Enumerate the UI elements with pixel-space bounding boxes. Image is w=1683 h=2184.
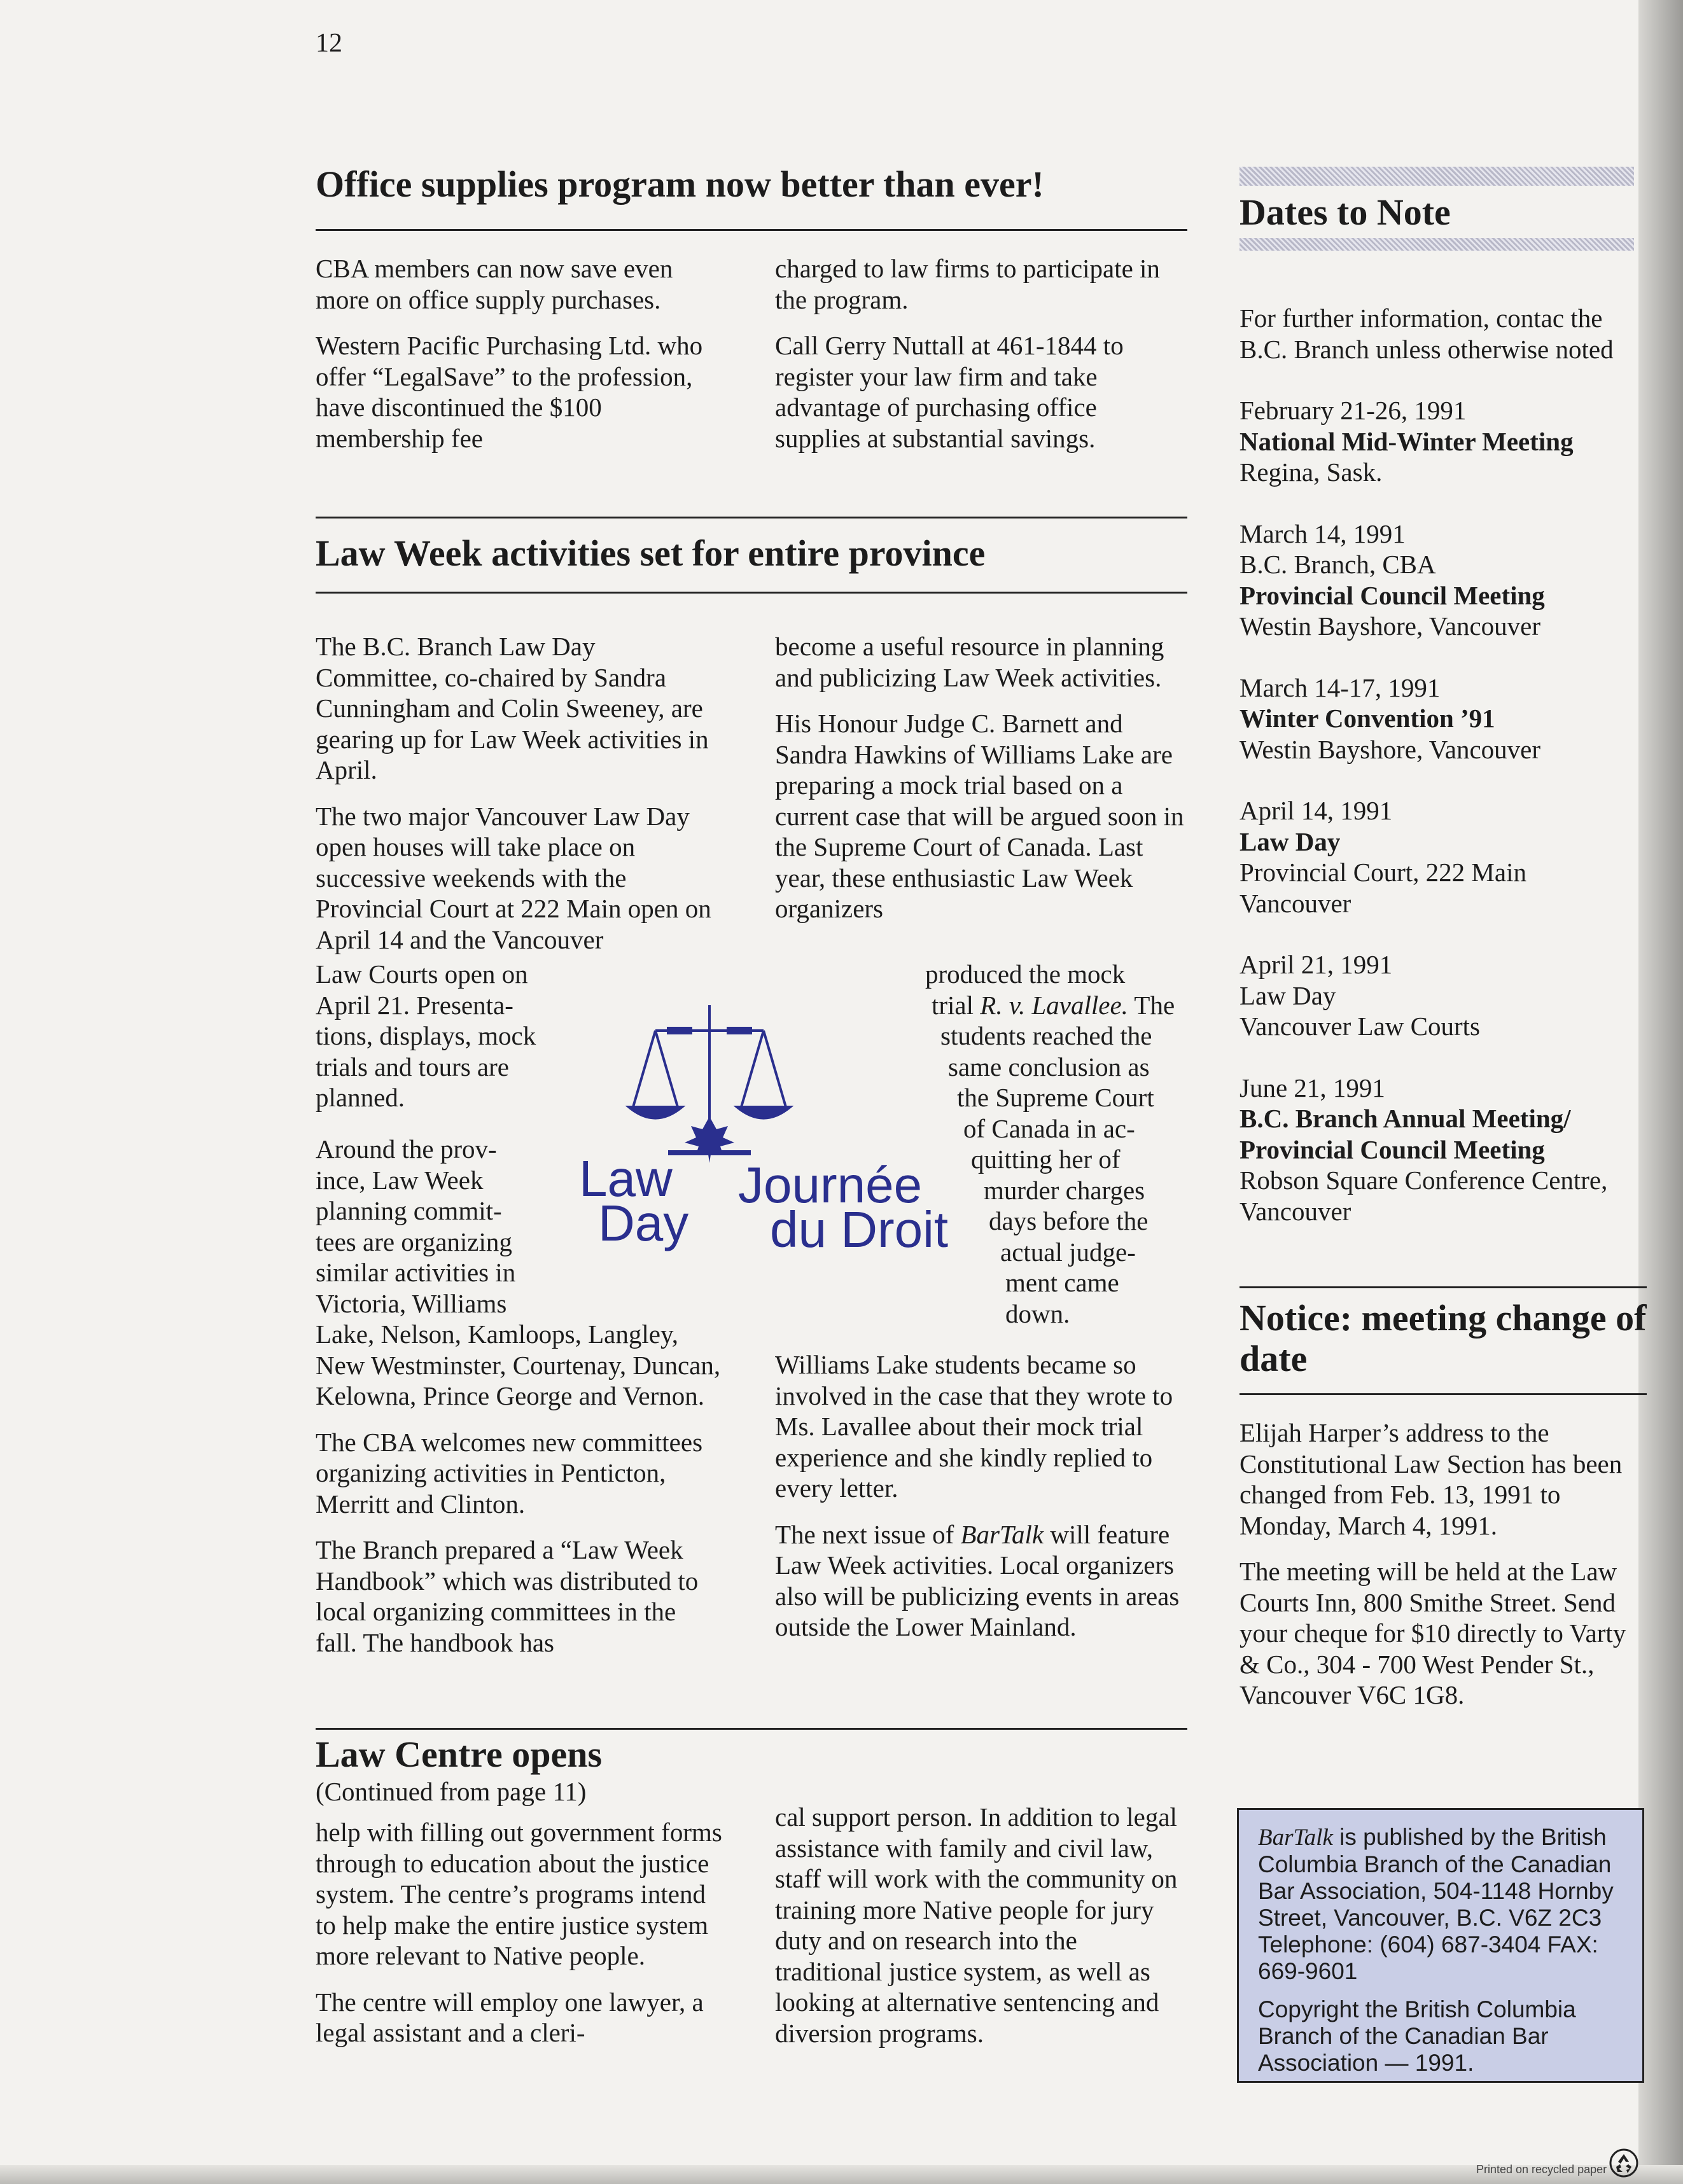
lawweek-rule (316, 592, 1187, 594)
event-date: June 21, 1991 (1240, 1073, 1385, 1102)
wrap-line: produced the mock (925, 959, 1126, 989)
publication-name: BarTalk (1258, 1825, 1333, 1851)
lawcentre-para: The centre will employ one lawyer, a legal assistant and a cleri- (316, 1987, 704, 2047)
lawcentre-headline: Law Centre opens (316, 1734, 603, 1775)
wrap-line: trials and tours are (316, 1052, 509, 1082)
recycle-icon (1609, 2148, 1639, 2178)
notice-rule-top (1240, 1286, 1647, 1288)
lawweek-col2-bottom (775, 1349, 1189, 1658)
office-para: CBA members can now save even more on office supply purchases. (316, 254, 673, 314)
office-para: Call Gerry Nuttall at 461-1844 to register your law firm and take advantage of purchasing office supplies at substantial savings. (775, 331, 1124, 453)
wrap-line: the Supreme Court (957, 1083, 1154, 1112)
notice-rule (1240, 1393, 1647, 1395)
publication-info-box (1237, 1808, 1644, 2083)
lawweek-para (775, 1519, 1189, 1643)
event-location: Robson Square Conference Centre, Vancouver (1240, 1165, 1608, 1226)
event-date: March 14, 1991 (1240, 518, 1406, 548)
event-organizer: Law Day (1240, 980, 1336, 1010)
wrap-line: murder charges (984, 1176, 1145, 1205)
logo-text-journee: Journée (738, 1157, 923, 1213)
notice-body (1240, 1417, 1647, 1741)
wrap-line: down. (1005, 1299, 1070, 1328)
dates-title: Dates to Note (1240, 191, 1451, 233)
lawcentre-col1 (316, 1817, 729, 2064)
office-para: Western Pacific Purchasing Ltd. who offer “LegalSave” to the profession, have discontinued the $100 membership fee (316, 331, 703, 453)
office-col1 (316, 253, 723, 469)
wrap-line: students reached the (940, 1021, 1152, 1050)
wrap-line: April 21. Presenta- (316, 991, 513, 1020)
office-rule (316, 229, 1187, 231)
lawweek-rule-top (316, 517, 1187, 518)
wrap-line: planned. (316, 1083, 405, 1112)
event-title: B.C. Branch Annual Meeting/ Provincial Council Meeting (1240, 1104, 1571, 1164)
event-location: Vancouver Law Courts (1240, 1012, 1481, 1041)
wrap-line: ince, Law Week (316, 1165, 484, 1195)
date-entry (1240, 1073, 1647, 1227)
lawweek-col2-top (775, 631, 1189, 924)
case-name: R. v. Lavallee. (980, 991, 1128, 1020)
lawweek-para: The Branch prepared a “Law Week Handbook” which was distributed to local organizing committees in the fall. The handbook has (316, 1535, 699, 1657)
notice-para: The meeting will be held at the Law Courts Inn, 800 Smithe Street. Send your cheque for $10 directly to Varty & Co., 304 - 700 West Pender St., Vancouver V6C 1G8. (1240, 1557, 1626, 1709)
wrap-line: ment came (1005, 1268, 1119, 1297)
event-date: April 21, 1991 (1240, 950, 1393, 979)
wrap-line: Around the prov- (316, 1134, 497, 1164)
lawcentre-para: cal support person. In addition to legal assistance with family and civil law, staff will work with the community on training more Native people for jury duty and on research into the traditional justice system, as well as looking at alternative sentencing and diversion programs. (775, 1802, 1178, 2048)
law-day-logo (573, 999, 980, 1253)
event-title: Provincial Council Meeting (1240, 580, 1545, 610)
lawweek-para: His Honour Judge C. Barnett and Sandra Hawkins of Williams Lake are preparing a mock trial based on a current case that will be argued soon in the Supreme Court of Canada. Last year, these enthusiastic Law Week organizers (775, 709, 1184, 923)
page-bottom-shadow (0, 2165, 1683, 2184)
dates-intro: For further information, contac the B.C. Branch unless otherwise noted (1240, 303, 1614, 364)
event-organizer: B.C. Branch, CBA (1240, 550, 1436, 579)
lawcentre-para: help with filling out government forms through to education about the justice system. The centre’s programs intend to help make the entire justice system more relevant to Native people. (316, 1818, 722, 1970)
lawweek-para: The CBA welcomes new committees organizing activities in Penticton, Merritt and Clinton. (316, 1427, 703, 1519)
trial-prefix: trial (932, 991, 981, 1020)
lawweek-para: The two major Vancouver Law Day open houses will take place on successive weekends with the Provincial Court at 222 Main open on April 14 and the Vancouver (316, 801, 711, 954)
lawweek-col1-top (316, 631, 723, 955)
dates-list (1240, 303, 1647, 1227)
date-entry (1240, 395, 1647, 488)
recycled-paper-note: Printed on recycled paper (1476, 2163, 1607, 2176)
trial-suffix: The (1128, 991, 1175, 1020)
logo-text-du-droit: du Droit (770, 1201, 949, 1253)
wrap-line: Law Courts open on (316, 959, 528, 989)
wrap-line: Victoria, Williams (316, 1289, 507, 1318)
wrap-line: quitting her of (971, 1144, 1121, 1174)
dates-hatch-bottom (1240, 238, 1634, 251)
event-date: April 14, 1991 (1240, 796, 1393, 825)
lawcentre-continued: (Continued from page 11) (316, 1777, 587, 1806)
event-title: Winter Convention ’91 (1240, 704, 1495, 733)
event-location: Provincial Court, 222 Main (1240, 858, 1526, 887)
wrap-line: tions, displays, mock (316, 1021, 536, 1050)
lawweek-para: Lake, Nelson, Kamloops, Langley, New Westminster, Courtenay, Duncan, Kelowna, Prince George and Vernon. (316, 1319, 721, 1410)
logo-text-day: Day (598, 1195, 689, 1251)
event-date: March 14-17, 1991 (1240, 672, 1441, 702)
notice-para: Elijah Harper’s address to the Constitutional Law Section has been changed from Feb. 13, 1991 to Monday, March 4, 1991. (1240, 1418, 1623, 1540)
next-issue-prefix: The next issue of (775, 1519, 961, 1549)
wrap-line: same conclusion as (948, 1052, 1150, 1082)
wrap-line: similar activities in (316, 1258, 516, 1287)
lawweek-col1-bottom (316, 1319, 723, 1673)
wrap-line: planning commit- (316, 1196, 502, 1225)
office-col2 (775, 253, 1182, 469)
event-location: Westin Bayshore, Vancouver (1240, 734, 1541, 764)
lawcentre-col2 (775, 1802, 1189, 2064)
publication-info (1258, 1824, 1623, 1985)
office-headline: Office supplies program now better than ever! (316, 163, 1044, 205)
wrap-line: actual judge- (1000, 1237, 1136, 1267)
publication-name: BarTalk (960, 1519, 1044, 1549)
logo-text-law: Law (579, 1150, 673, 1207)
event-location: Regina, Sask. (1240, 457, 1383, 487)
next-issue-suffix: will feature Law Week activities. Local organizers also will be publicizing events in areas outside the Lower Mainland. (775, 1519, 1180, 1641)
lawweek-para: The B.C. Branch Law Day Committee, co-chaired by Sandra Cunningham and Colin Sweeney, are gearing up for Law Week activities in April. (316, 632, 709, 784)
page-number: 12 (316, 29, 342, 58)
lawcentre-rule (316, 1728, 1187, 1730)
lawweek-para: become a useful resource in planning and publicizing Law Week activities. (775, 632, 1164, 692)
date-entry (1240, 672, 1647, 765)
event-title: National Mid-Winter Meeting (1240, 426, 1574, 456)
lawweek-para: Williams Lake students became so involved in the case that they wrote to Ms. Lavallee about their mock trial experience and she kindly replied to every letter. (775, 1350, 1173, 1503)
event-location: Westin Bayshore, Vancouver (1240, 611, 1541, 641)
maple-leaf-icon (685, 1116, 734, 1163)
date-entry (1240, 949, 1647, 1042)
publication-address: is published by the British Columbia Branch of the Canadian Bar Association, 504-1148 Hornby Street, Vancouver, B.C. V6Z 2C3 Telephone: (604) 687-3404 FAX: 669-9601 (1258, 1824, 1614, 1984)
lawweek-headline: Law Week activities set for entire province (316, 532, 986, 574)
event-date: February 21-26, 1991 (1240, 396, 1467, 425)
office-para: charged to law firms to participate in the program. (775, 254, 1160, 314)
event-location: Vancouver (1240, 888, 1351, 918)
date-entry (1240, 795, 1647, 919)
wrap-line: of Canada in ac- (963, 1114, 1135, 1143)
dates-hatch-top (1240, 167, 1634, 186)
copyright-notice: Copyright the British Columbia Branch of the Canadian Bar Association — 1991. (1258, 1996, 1576, 2076)
event-title: Law Day (1240, 826, 1341, 856)
date-entry (1240, 518, 1647, 642)
notice-title: Notice: meeting change of date (1240, 1297, 1647, 1379)
wrap-line: tees are organizing (316, 1227, 512, 1256)
wrap-line: days before the (989, 1206, 1149, 1235)
